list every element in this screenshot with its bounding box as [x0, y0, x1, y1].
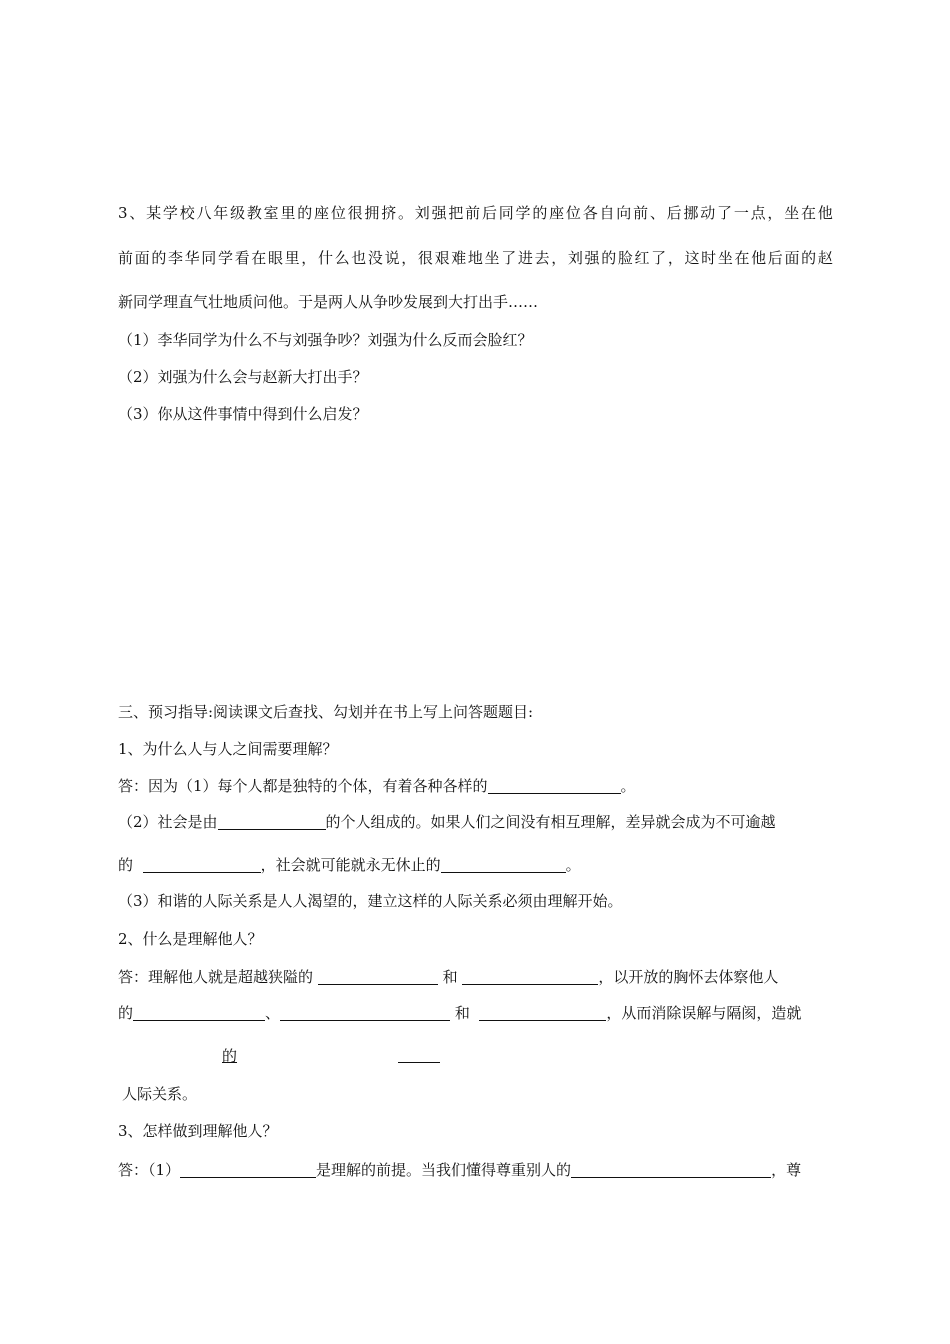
- fill-blank[interactable]: [479, 1004, 606, 1021]
- q1-answer-2: （2）社会是由 的个人组成的。如果人们之间没有相互理解，差异就会成为不可逾越: [118, 813, 776, 831]
- fill-blank[interactable]: [462, 968, 598, 985]
- section-heading: 三、预习指导:阅读课文后查找、勾划并在书上写上问答题题目:: [118, 703, 534, 721]
- fill-blank[interactable]: [441, 856, 566, 873]
- fill-blank[interactable]: [318, 968, 438, 985]
- sub-question-1: （1）李华同学为什么不与刘强争吵？刘强为什么反而会脸红？: [118, 331, 533, 349]
- q2-answer-line-2: 的 、 和 ，从而消除误解与隔阂，造就: [118, 1004, 802, 1022]
- q1-answer-2b: 的 ，社会就可能就永无休止的 。: [118, 856, 581, 874]
- fill-blank[interactable]: [280, 1004, 450, 1021]
- fill-blank[interactable]: [218, 813, 326, 830]
- q3-answer-line-1: 答：（1） 是理解的前提。当我们懂得尊重别人的 ，尊: [118, 1161, 802, 1179]
- sub-question-2: （2）刘强为什么会与赵新大打出手？: [118, 368, 368, 386]
- fill-blank[interactable]: [180, 1161, 316, 1178]
- q2-title: 2、什么是理解他人？: [118, 930, 263, 948]
- fill-blank[interactable]: [133, 1004, 265, 1021]
- q2-answer-line-1: 答：理解他人就是超越狭隘的 和 ，以开放的胸怀去体察他人: [118, 968, 779, 986]
- question-3-line-2: 前面的李华同学看在眼里，什么也没说，很艰难地坐了进去，刘强的脸红了，这时坐在他后面的赵: [118, 249, 833, 267]
- fill-blank[interactable]: [398, 1046, 440, 1063]
- q1-answer-3: （3）和谐的人际关系是人人渴望的，建立这样的人际关系必须由理解开始。: [118, 892, 623, 910]
- fill-blank[interactable]: [143, 856, 261, 873]
- fill-blank[interactable]: [488, 777, 621, 794]
- q1-title: 1、为什么人与人之间需要理解？: [118, 740, 338, 758]
- q3-title: 3、怎样做到理解他人？: [118, 1122, 278, 1140]
- question-3-line-1: 3、某学校八年级教室里的座位很拥挤。刘强把前后同学的座位各自向前、后挪动了一点，坐在他: [118, 204, 833, 222]
- q2-answer-line-3: 的: [222, 1047, 238, 1065]
- fill-blank[interactable]: [571, 1161, 771, 1178]
- sub-question-3: （3）你从这件事情中得到什么启发？: [118, 405, 368, 423]
- question-3-line-3: 新同学理直气壮地质问他。于是两人从争吵发展到大打出手……: [118, 293, 539, 311]
- q1-answer-1: 答：因为（1）每个人都是独特的个体，有着各种各样的 。: [118, 777, 636, 795]
- q2-answer-line-4: 人际关系。: [122, 1085, 198, 1103]
